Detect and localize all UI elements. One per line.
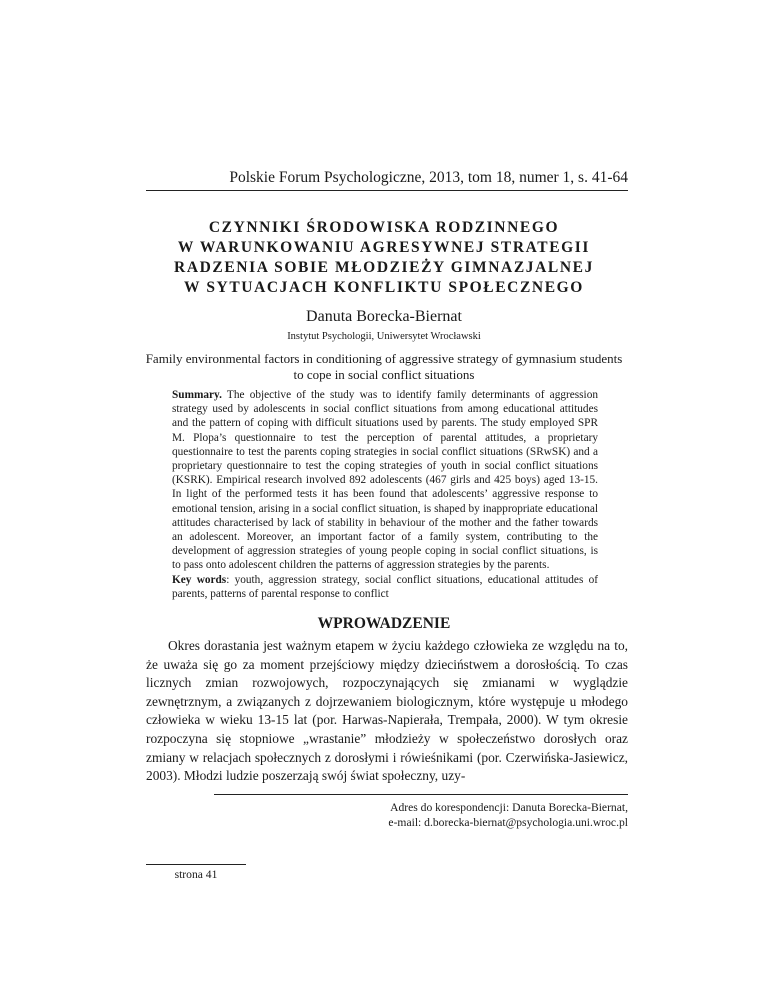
title-line: RADZENIA SOBIE MŁODZIEŻY GIMNAZJALNEJ (174, 259, 594, 276)
title-line: CZYNNIKI ŚRODOWISKA RODZINNEGO (208, 219, 560, 236)
author-affiliation: Instytut Psychologii, Uniwersytet Wrocławski (287, 331, 481, 342)
keywords-text: : youth, aggression strategy, social conflict situations, educational attitudes of parents, patterns of parental response to conflict (172, 573, 598, 600)
header-rule (146, 190, 628, 191)
footnote-rule (214, 794, 628, 795)
summary-label: Summary. (172, 389, 222, 401)
correspondence (300, 800, 628, 830)
title-line: W WARUNKOWANIU AGRESYWNEJ STRATEGII (177, 239, 591, 256)
correspondence-address: Adres do korespondencji: Danuta Borecka-Biernat, (390, 801, 628, 814)
summary-text: The objective of the study was to identify family determinants of aggression strategy used by adolescents in social conflict situations from among educational attitudes and the pattern of coping with difficult situations used by parents. The study employed SPR M. Plopa’s questionnaire to test the perception of parental attitudes, a proprietary questionnaire to test the parents coping strategies in social conflict situations (SRwSK) and a proprietary questionnaire to test the coping strategies of youth in social conflict situations (KSRK). Empirical research involved 892 adolescents (467 girls and 425 boys) aged 13-15. In light of the performed tests it has been found that adolescents’ aggressive response to emotional tension, arising in a social conflict situation, is shaped by inappropriate educational attitudes characterised by lack of stability in behaviour of the mother and the father towards an adolescent. Moreover, an important factor of a family system, contributing to the development of aggression strategies of young people coping in social conflict situations, is to pass onto adolescent children the patterns of aggression strategies by the parents. (172, 389, 598, 572)
author-name: Danuta Borecka-Biernat (306, 308, 462, 325)
page-number-rule (146, 864, 246, 865)
english-title: Family environmental factors in conditioning of aggressive strategy of gymnasium students to cope in social conflict situations (145, 351, 623, 382)
page-number: strona 41 (174, 868, 218, 881)
journal-citation: Polskie Forum Psychologiczne, 2013, tom 18, numer 1, s. 41-64 (229, 169, 628, 186)
section-heading: WPROWADZENIE (317, 615, 451, 632)
paragraph: Okres dorastania jest ważnym etapem w życiu każdego człowieka ze względu na to, że uważa się go za moment przejściowy między dzieciństwem a dorosłością. To czas licznych zmian rozwojowych, rozpoczynających się zmianami w wyglądzie zewnętrznym, a związanych z dojrzewaniem biologicznym, które występuje u młodego człowieka w wieku 13-15 lat (por. Harwas-Napierała, Trempała, 2000). W tym okresie rozpoczyna się stopniowe „wrastanie” młodzieży w społeczeństwo dorosłych oraz zmiany w relacjach społecznych z dorosłymi i rówieśnikami (por. Czerwińska-Jasiewicz, 2003). Młodzi ludzie poszerzają swój świat społeczny, uzy- (146, 638, 628, 784)
title-line: W SYTUACJACH KONFLIKTU SPOŁECZNEGO (184, 279, 584, 296)
abstract (172, 388, 598, 601)
keywords-label: Key words (172, 573, 227, 586)
correspondence-email: e-mail: d.borecka-biernat@psychologia.uni.wroc.pl (388, 816, 628, 829)
article-title (140, 218, 628, 298)
body-text (146, 637, 628, 786)
